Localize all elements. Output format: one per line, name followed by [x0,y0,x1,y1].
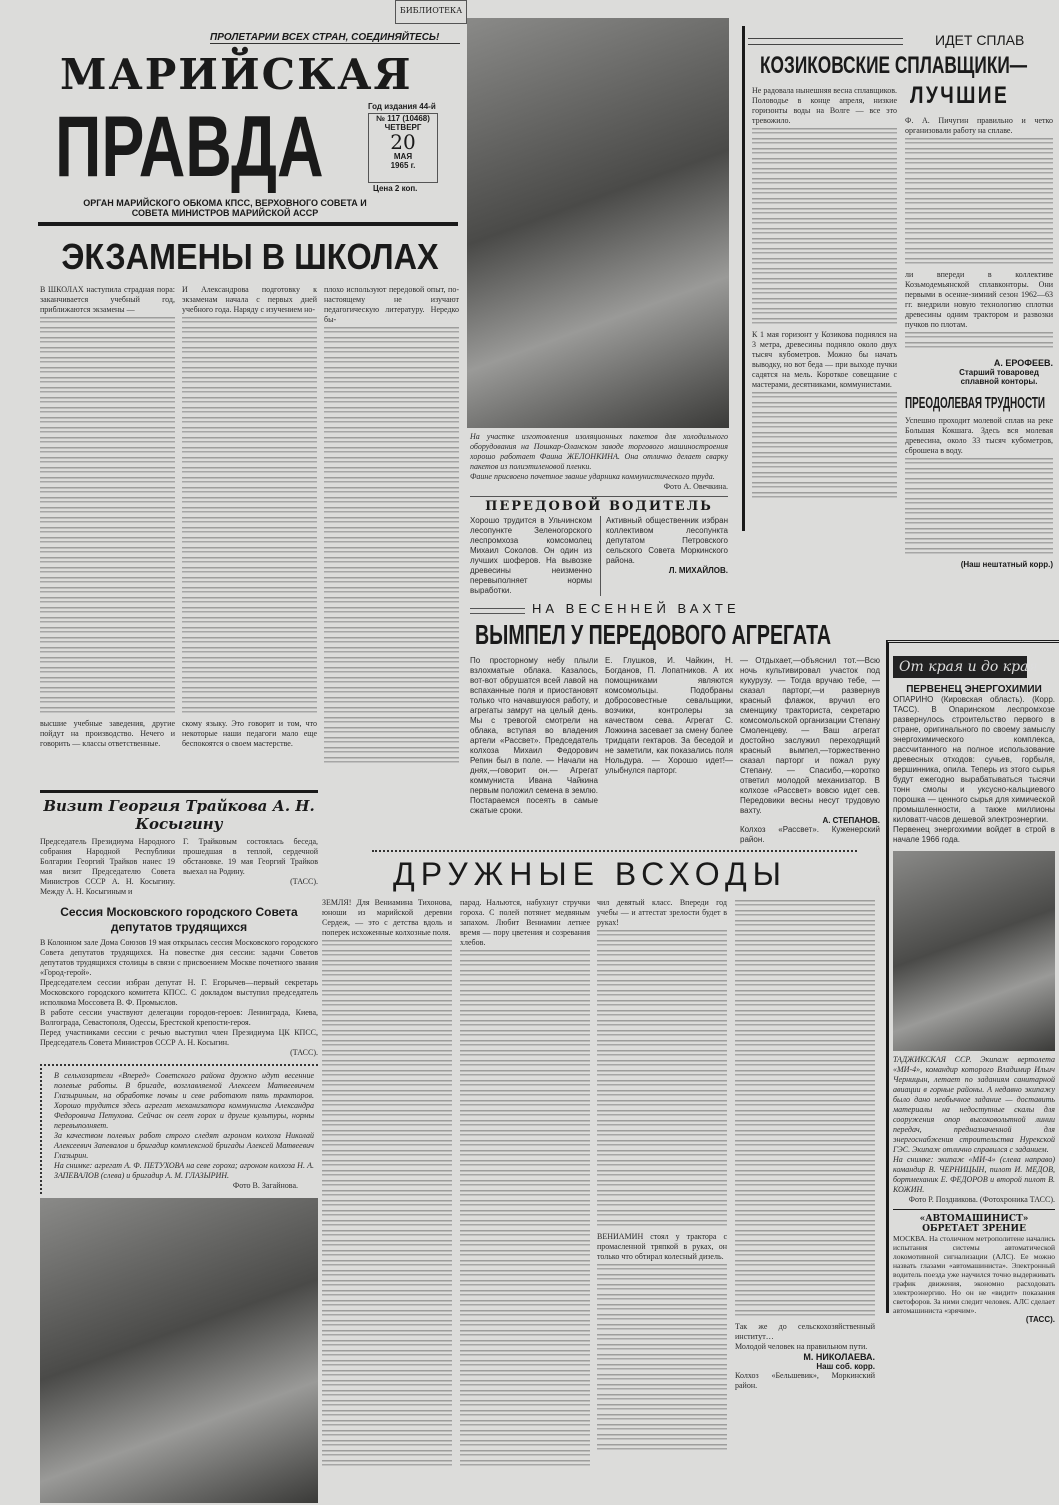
region-rubric: От края и до края [893,656,1027,678]
library-stamp: БИБЛИОТЕКА [395,0,467,24]
text-lines [324,327,459,767]
session-paragraph: Председателем сессии избран депутат Н. Г. Егорычев—первый секретарь Московского городского комитета КПСС. С докладом выступил председатель исполкома Моссовета В. Ф. Промыслов. [40,978,318,1007]
helicopter-credit: Фото Р. Поздникова. (Фотохроника ТАСС). [908,1195,1055,1204]
title-line-2: ПРАВДА [55,99,324,195]
text-lines [460,950,590,1470]
title-line-1: МАРИЙСКАЯ [60,50,413,99]
caption-photo-names: На снимке: агрегат А. Ф. ПЕТУХОВА на севе гороха; агроном колхоза Н. А. ЗАПЕВАЛОВ (слева) и бригадир А. М. ГЛАЗЫРИН. [54,1161,314,1180]
driver-col2: Активный общественник избран коллективом лесопункта депутатом Петровского сельского Совета Моркинского района. [606,516,728,565]
text-lines [597,930,727,1230]
slogan: ПРОЛЕТАРИИ ВСЕХ СТРАН, СОЕДИНЯЙТЕСЬ! [210,32,460,44]
exams-col3-text: плохо используют передовой опыт, по-настоящему не изучают педагогическую литературу. Нередко бы- [324,285,459,324]
pennant-col3: — Отдыхает,—объяснил тот.—Всю ночь культивировал участок под кукурузу. — Тогда вручаю тебе, — сказал парторг,—и развернув красный флажок, вручил его сменщику тракториста, секретарю комсомольской организации Степану Смоленцеву. — Ваш агрегат достойно заслужил переходящий красный вымпел,—торжественно сказал парторг и пожал руку Степану. — Спасибо,—коротко ответил молодой механизатор. В колхозе «Рассвет» вовсю идет сев. Передовики весны несут трудовую вахту. [740,656,880,815]
shoots-column-2 [460,898,590,1472]
shoots-author: М. НИКОЛАЕВА. [803,1352,875,1362]
session-headline: Сессия Московского городского Совета депутатов трудящихся [60,905,298,934]
divider [40,790,318,793]
divider [893,1209,1055,1210]
price: Цена 2 коп. [373,184,418,193]
pennant-headline: ВЫМПЕЛ У ПЕРЕДОВОГО АГРЕГАТА [475,619,832,650]
rafting-column-1 [752,86,897,504]
rafting-kicker: ИДЕТ СПЛАВ [935,32,1025,48]
issue-number: № 117 (10468) [376,114,430,123]
tractor-photo [40,1198,318,1503]
text-lines [905,332,1053,352]
rafting-mid: К 1 мая горизонт у Козикова поднялся на 3 метра, древесины подняло около двух тысяч кубометров. Можно бы начать выводку, но вот беда — при выходе пучки садятся на мель. Короткое совещание с мастерами, десятниками, коммунистами. [752,330,897,389]
shoots-lead: ЗЕМЛЯ! Для Вениамина Тихонова, юноши из марийской деревни Сердеж, — это с детства вдоль и поперек исхоженные колхозные поля. [322,898,452,937]
weekday: ЧЕТВЕРГ [384,123,422,132]
pennant-column-3 [740,656,880,845]
text-lines [182,317,317,717]
pennant-place: Колхоз «Рассвет». Куженерский район. [740,825,880,844]
center-upper-flow [470,432,728,596]
driver-author: Л. МИХАЙЛОВ. [668,566,728,575]
rafting-column-2 [905,116,1053,569]
visit-headline: Визит Георгия Трайкова А. Н. Косыгину [43,797,315,833]
driver-col1: Хорошо трудится в Ульчинском лесопункте Зеленогорского леспромхоза комсомолец Михаил Соколов. Он один из лучших шоферов. На вывозке древесины неизменно перевыполняет нормы выработки. [470,516,592,595]
text-lines [905,138,1053,268]
shoots-column-3 [597,898,727,1456]
day: 20 [390,130,416,154]
pennant-col1: По просторному небу плыли взлохматые облака. Казалось, вот-вот обрушатся всей лавой на вспаханные поля и приостановят только что начавшуюся работу, и агрегаты замрут на целый день. Мы с тревогой смотрели на облака, вступая во владения артели «Рассвет». Председатель колхоза Михаил Федорович Репин был в поле. — Начали на днях,—говорит он.— Агрегат коммуниста Ивана Чайкина первым положил семена в землю. Постараемся посеять в самые сжатые сроки. [470,656,598,815]
left-lower-column [40,797,318,1503]
year-date: 1965 г. [390,161,416,170]
divider [470,608,525,614]
text-lines [735,900,875,1320]
rafting-author-role: Старший товаровед сплавной конторы. [959,368,1039,386]
shoots-col2-text: парад. Нальются, набухнут стручки гороха. С полей потянет медвяным запахом. Любит Вениамин летнее время — пору цветения и созревания хлебов. [460,898,590,947]
helicopter-caption: ТАДЖИКСКАЯ ССР. Экипаж вертолета «МИ-4», командир которого Владимир Ильич Черницын, летает по заданиям санитарной авиации в горные районы. А недавно экипажу было дано необычное задание — доставить материалы на недоступные скалы для сооружения опор высоковольтной линии передач, предназначенной для энергоснабжения строительства Нурекской ГЭС. Экипаж отлично справился с заданием. [893,1055,1055,1154]
center-photo-caption: На участке изготовления изоляционных пакетов для холодильного оборудования на Пошкар-Оланском заводе торгового машиностроения хорошо работает Фаина ЖЕЛОНКИНА. Она отлично делает сварку пакетов из полиэтиленовой пленки. [470,432,728,471]
pennant-kicker: НА ВЕСЕННЕЙ ВАХТЕ [532,601,740,616]
region-text-2: Первенец энергохимии войдет в строй в начале 1966 года. [893,825,1055,844]
exams-ending-1: высшие учебные заведения, другие пойдут на производство. Нечего и говорить — классы ответственные. [40,719,175,748]
metro-text: МОСКВА. На столичном метрополитене начались испытания системы автоматической локомотивной сигнализации (АЛС). Ее можно назвать глазами «автомашиниста». Электронный водитель поезда уже научился точно выдерживать график движения, экономно расходовать электроэнергию. Но он не «видит» показания светофоров. За ними следит человек. АЛС сделает автомашиниста «зрячим». [893,1234,1055,1315]
column-rule [742,26,745,531]
divider [38,222,458,226]
visit-body [40,837,318,897]
exams-headline: ЭКЗАМЕНЫ В ШКОЛАХ [61,236,439,277]
visit-col1: Председатель Президиума Народного собрания Народной Республики Болгарии Георгий Трайков нанес 19 мая визит Председателю Совета Министров СССР А. Н. Косыгину. Между А. Н. Косыгиным и [40,837,175,896]
session-paragraph: В работе сессии участвуют делегации городов-героев: Ленинграда, Киева, Волгограда, Севастополя, Одессы, Брестской крепости-героя. [40,1008,318,1027]
rafting-author: А. ЕРОФЕЕВ. [993,358,1053,368]
date-box [368,113,438,183]
metro-headline: «АВТОМАШИНИСТ» ОБРЕТАЕТ ЗРЕНИЕ [919,1214,1029,1234]
region-headline: ПЕРВЕНЕЦ ЭНЕРГОХИМИИ [906,684,1042,695]
helicopter-names: На снимке: экипаж «МИ-4» (слева направо) командир В. ЧЕРНИЦЫН, пилот И. МЕДОВ, бортмеханик Е. ФЕДОРОВ и второй пилот В. КОЖИН. [893,1155,1055,1194]
worker-portrait-photo [467,18,729,428]
text-lines [597,1264,727,1454]
region-flow [893,656,1055,1324]
session-source: (ТАСС). [290,1048,318,1057]
shoots-col3b-text: ВЕНИАМИН стоял у трактора с промасленной тряпкой в руках, он только что обтирал колесный дизель. [597,1232,727,1261]
shoots-place: Колхоз «Бельшевик», Моркинский район. [735,1371,875,1390]
rafting-col2-mid: ли впереди в коллективе Козьмодемьянской сплавконторы. Они первыми в осенне-зимний сезон 1962—63 гг. внедрили новую технологию сплотки древесины одним трактором и развозки пучков по плотам. [905,270,1053,329]
region-text: ОПАРИНО (Кировская область). (Корр. ТАСС). В Опаринском леспромхозе развернулось строительство первого в стране, оригинального по своему замыслу энергохимического комплекса, рассчитанного на полное использование древесных отходов: сучьев, горбыля, вершинника, опила. Теперь из этого сырья будут ежегодно вырабатываться тысячи тонн смолы и уксусно-кальциевого порошка — ценного сырья для химической промышленности, а также миллионы киловатт-часов дешевой электроэнергии. [893,695,1055,824]
year-of-publication: Год издания 44-й [368,102,436,111]
shoots-headline: ДРУЖНЫЕ ВСХОДЫ [393,856,787,892]
shoots-ending: Молодой человек на правильном пути. [735,1342,868,1351]
exams-column-1 [40,285,175,749]
rafting-headline-1: КОЗИКОВСКИЕ СПЛАВЩИКИ— [760,52,1028,79]
exams-col2-text: И Александрова подготовку к экзаменам начала с первых дней учебного года. Наряду с изучением но- [182,285,317,314]
difficulties-lead: Успешно проходит молевой сплав на реке Большая Кокшага. Здесь вся молевая древесина, около 33 тысяч кубометров, сброшена в воду. [905,416,1053,455]
text-lines [322,940,452,1470]
shoots-column-1 [322,898,452,1472]
shoots-col3-text: чил девятый класс. Впереди год учебы — и аттестат зрелости будет в руках! [597,898,727,927]
caption-paragraph: За качеством полевых работ строго следят агроном колхоза Николай Алексеевич Запевалов и бригадир комплексной бригады Алексей Матвеевич Глазырин. [54,1131,314,1160]
text-lines [752,128,897,328]
visit-col2-wrap [183,837,318,897]
exams-column-2 [182,285,317,749]
pennant-col2: Е. Глушков, И. Чайкин, Н. Богданов, П. Лопатников. А их помощниками являются комсомольцы. Подобраны добросовестные севальщики, возчики, контролеры за качеством сева. Агрегат С. Ложкина засевает за смену более тридцати гектаров. За беседой и не заметили, как показались поля Нольдура. — Хорошо идет!—улыбнулся парторг. [605,656,733,775]
session-body [40,938,318,1058]
visit-col2: Г. Трайковым состоялась беседа, прошедшая в теплой, сердечной обстановке. 19 мая Георгий Трайков выехал на Родину. [183,837,318,876]
exams-lead-text: В ШКОЛАХ наступила страдная пора: заканчивается учебный год, приближаются экзамены — [40,285,175,314]
month: МАЯ [393,152,413,161]
center-photo-note: Фаине присвоено почетное звание ударника коммунистического труда. [470,472,715,481]
helicopter-photo [893,851,1055,1051]
metro-source: (ТАСС). [1025,1315,1055,1324]
exams-ending-2: скому языку. Это говорит и том, что некоторые наши педагоги мало еще беспокоятся о своем мастерстве. [182,719,317,748]
rafting-headline-2: ЛУЧШИЕ [910,82,1010,109]
session-paragraph: В Колонном зале Дома Союзов 19 мая открылась сессия Московского городского Совета депутатов трудящихся. На повестке дня сессии: задачи Советов депутатов трудящихся столицы в связи с присвоением Москве почетного звания «Город-герой». [40,938,318,977]
shoots-author-role: Наш соб. корр. [816,1362,875,1371]
text-lines [752,392,897,502]
rafting-lead: Не радовала нынешняя весна сплавщиков. Половодье в конце апреля, низкие горизонты воды на Волге — все это тревожило. [752,86,897,125]
organ-line: ОРГАН МАРИЙСКОГО ОБКОМА КПСС, ВЕРХОВНОГО СОВЕТА И СОВЕТА МИНИСТРОВ МАРИЙСКОЙ АССР [83,198,367,218]
difficulties-source: (Наш нештатный корр.) [960,560,1053,569]
pennant-author: А. СТЕПАНОВ. [822,816,880,825]
visit-source: (ТАСС). [290,877,318,886]
difficulties-headline: ПРЕОДОЛЕВАЯ ТРУДНОСТИ [905,395,1046,412]
driver-col2-wrap [600,516,728,596]
divider [748,38,903,45]
center-photo-credit: Фото А. Овечкина. [663,482,728,491]
rafting-col2: Ф. А. Пичугин правильно и четко организовали работу на сплаве. [905,116,1053,135]
shoots-column-4 [735,898,875,1391]
caption-paragraph: В сельхозартели «Вперед» Советского района дружно идут весенние полевые работы. В бригаде, возглавляемой Алексеем Матвеевичем Глазыриным, на обработке почвы и севе работают пять тракторов. Хорошо трудится здесь агрегат механизатора коммуниста Александра Федоровича Петухова. Сейчас он сеет горох и другие культуры, нормы перевыполняет. [54,1071,314,1130]
driver-body [470,516,728,596]
session-paragraph: Перед участниками сессии с речью выступил член Президиума ЦК КПСС, Председатель Совета Министров СССР А. Н. Косыгин. [40,1028,318,1047]
photo-caption-box [40,1064,318,1194]
text-lines [40,317,175,717]
photo-credit: Фото В. Загайнова. [232,1181,298,1190]
exams-column-3 [324,285,459,769]
shoots-ending: Так же до сельскохозяйственный институт… [735,1322,875,1341]
text-lines [905,458,1053,558]
driver-headline: ПЕРЕДОВОЙ ВОДИТЕЛЬ [470,496,728,514]
